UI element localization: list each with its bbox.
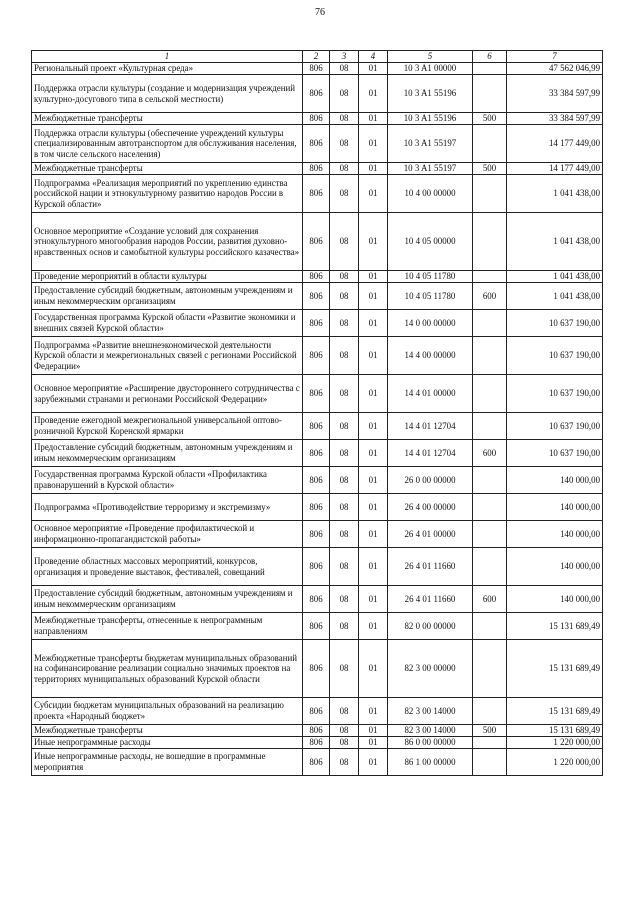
cell-pr: 01 [359, 213, 388, 271]
cell-rz: 08 [330, 737, 359, 749]
cell-pr: 01 [359, 725, 388, 737]
cell-amount: 10 637 190,00 [507, 337, 603, 375]
cell-vr [473, 698, 507, 725]
cell-name: Предоставление субсидий бюджетным, автономным учреждениям и иным некоммерческим организациям [32, 283, 303, 310]
cell-name: Субсидии бюджетам муниципальных образований на реализацию проекта «Народный бюджет» [32, 698, 303, 725]
cell-grbs: 806 [303, 113, 330, 125]
cell-grbs: 806 [303, 737, 330, 749]
column-header: 1 [32, 51, 303, 63]
table-row [32, 548, 603, 586]
cell-amount: 140 000,00 [507, 521, 603, 548]
column-header: 3 [330, 51, 359, 63]
cell-pr: 01 [359, 440, 388, 467]
cell-pr: 01 [359, 75, 388, 113]
cell-name: Государственная программа Курской области «Профилактика правонарушений в Курской области» [32, 467, 303, 494]
cell-vr: 600 [473, 283, 507, 310]
cell-pr: 01 [359, 698, 388, 725]
cell-vr [473, 337, 507, 375]
cell-grbs: 806 [303, 125, 330, 163]
table-row [32, 63, 603, 75]
cell-name: Государственная программа Курской области «Развитие экономики и внешних связей Курской области» [32, 310, 303, 337]
cell-csr: 82 3 00 00000 [388, 640, 473, 698]
cell-csr: 10 3 A1 55197 [388, 125, 473, 163]
cell-name: Основное мероприятие «Проведение профилактической и информационно-пропагандистской работы» [32, 521, 303, 548]
cell-pr: 01 [359, 413, 388, 440]
table-row [32, 494, 603, 521]
cell-amount: 47 562 046,99 [507, 63, 603, 75]
cell-vr [473, 737, 507, 749]
cell-rz: 08 [330, 413, 359, 440]
cell-pr: 01 [359, 163, 388, 175]
cell-csr: 14 4 01 12704 [388, 440, 473, 467]
cell-csr: 26 4 01 00000 [388, 521, 473, 548]
cell-csr: 14 4 01 00000 [388, 375, 473, 413]
cell-pr: 01 [359, 63, 388, 75]
cell-pr: 01 [359, 640, 388, 698]
cell-csr: 26 0 00 00000 [388, 467, 473, 494]
cell-rz: 08 [330, 175, 359, 213]
cell-rz: 08 [330, 521, 359, 548]
cell-csr: 14 4 00 00000 [388, 337, 473, 375]
cell-rz: 08 [330, 113, 359, 125]
cell-amount: 140 000,00 [507, 548, 603, 586]
table-row [32, 640, 603, 698]
table-row [32, 737, 603, 749]
cell-vr: 500 [473, 725, 507, 737]
cell-amount: 15 131 689,49 [507, 640, 603, 698]
cell-rz: 08 [330, 467, 359, 494]
cell-name: Межбюджетные трансферты, отнесенные к непрограммным направлениям [32, 613, 303, 640]
cell-grbs: 806 [303, 467, 330, 494]
cell-grbs: 806 [303, 375, 330, 413]
cell-csr: 86 1 00 00000 [388, 749, 473, 776]
cell-csr: 26 4 00 00000 [388, 494, 473, 521]
column-header: 7 [507, 51, 603, 63]
cell-pr: 01 [359, 125, 388, 163]
cell-name: Предоставление субсидий бюджетным, автономным учреждениям и иным некоммерческим организациям [32, 586, 303, 613]
cell-vr [473, 548, 507, 586]
cell-vr [473, 75, 507, 113]
cell-pr: 01 [359, 375, 388, 413]
cell-csr: 14 4 01 12704 [388, 413, 473, 440]
table-row [32, 283, 603, 310]
cell-pr: 01 [359, 494, 388, 521]
cell-amount: 14 177 449,00 [507, 125, 603, 163]
cell-pr: 01 [359, 613, 388, 640]
cell-amount: 1 041 438,00 [507, 283, 603, 310]
cell-name: Межбюджетные трансферты [32, 163, 303, 175]
cell-amount: 14 177 449,00 [507, 163, 603, 175]
table-row [32, 440, 603, 467]
cell-rz: 08 [330, 163, 359, 175]
table-row [32, 310, 603, 337]
cell-vr [473, 310, 507, 337]
cell-grbs: 806 [303, 613, 330, 640]
cell-pr: 01 [359, 467, 388, 494]
cell-pr: 01 [359, 175, 388, 213]
cell-amount: 1 041 438,00 [507, 213, 603, 271]
cell-rz: 08 [330, 271, 359, 283]
cell-pr: 01 [359, 310, 388, 337]
cell-grbs: 806 [303, 163, 330, 175]
cell-vr [473, 125, 507, 163]
cell-name: Подпрограмма «Реализация мероприятий по укреплению единства российской нации и этнокультурному развитию народов России в Курской области» [32, 175, 303, 213]
cell-vr [473, 749, 507, 776]
cell-name: Иные непрограммные расходы [32, 737, 303, 749]
table-row [32, 175, 603, 213]
cell-name: Предоставление субсидий бюджетным, автономным учреждениям и иным некоммерческим организациям [32, 440, 303, 467]
cell-name: Региональный проект «Культурная среда» [32, 63, 303, 75]
table-row [32, 113, 603, 125]
cell-pr: 01 [359, 283, 388, 310]
cell-rz: 08 [330, 337, 359, 375]
cell-csr: 82 3 00 14000 [388, 698, 473, 725]
cell-pr: 01 [359, 337, 388, 375]
cell-csr: 86 0 00 00000 [388, 737, 473, 749]
cell-grbs: 806 [303, 63, 330, 75]
cell-amount: 10 637 190,00 [507, 413, 603, 440]
cell-name: Межбюджетные трансферты бюджетам муниципальных образований на софинансирование реализации социально значимых проектов на территориях муниципальных образований Курской области [32, 640, 303, 698]
cell-rz: 08 [330, 749, 359, 776]
cell-csr: 10 4 00 00000 [388, 175, 473, 213]
cell-csr: 10 3 A1 55197 [388, 163, 473, 175]
cell-grbs: 806 [303, 75, 330, 113]
cell-vr [473, 63, 507, 75]
cell-amount: 140 000,00 [507, 586, 603, 613]
cell-amount: 10 637 190,00 [507, 440, 603, 467]
cell-amount: 140 000,00 [507, 467, 603, 494]
cell-csr: 10 4 05 11780 [388, 283, 473, 310]
cell-amount: 1 220 000,00 [507, 749, 603, 776]
cell-csr: 26 4 01 11660 [388, 586, 473, 613]
cell-pr: 01 [359, 586, 388, 613]
table-row [32, 125, 603, 163]
cell-name: Иные непрограммные расходы, не вошедшие в программные мероприятия [32, 749, 303, 776]
cell-name: Основное мероприятие «Создание условий для сохранения этнокультурного многообразия народов России, развития духовно-нравственных основ и самобытной культуры российского казачества» [32, 213, 303, 271]
cell-rz: 08 [330, 375, 359, 413]
cell-rz: 08 [330, 75, 359, 113]
table-row [32, 521, 603, 548]
cell-name: Поддержка отрасли культуры (создание и модернизация учреждений культурно-досугового типа в сельской местности) [32, 75, 303, 113]
table-row [32, 749, 603, 776]
table-row [32, 613, 603, 640]
cell-rz: 08 [330, 725, 359, 737]
cell-amount: 1 220 000,00 [507, 737, 603, 749]
header-row [32, 51, 603, 63]
cell-vr [473, 413, 507, 440]
cell-vr: 600 [473, 440, 507, 467]
cell-vr [473, 640, 507, 698]
cell-vr [473, 494, 507, 521]
cell-grbs: 806 [303, 283, 330, 310]
cell-name: Межбюджетные трансферты [32, 113, 303, 125]
cell-amount: 33 384 597,99 [507, 113, 603, 125]
table-row [32, 725, 603, 737]
cell-rz: 08 [330, 640, 359, 698]
cell-csr: 10 3 A1 55196 [388, 113, 473, 125]
cell-csr: 26 4 01 11660 [388, 548, 473, 586]
cell-grbs: 806 [303, 271, 330, 283]
column-header: 2 [303, 51, 330, 63]
cell-grbs: 806 [303, 725, 330, 737]
column-header: 5 [388, 51, 473, 63]
cell-vr [473, 271, 507, 283]
cell-rz: 08 [330, 310, 359, 337]
cell-vr [473, 521, 507, 548]
cell-amount: 140 000,00 [507, 494, 603, 521]
cell-grbs: 806 [303, 213, 330, 271]
cell-amount: 15 131 689,49 [507, 698, 603, 725]
cell-name: Подпрограмма «Противодействие терроризму и экстремизму» [32, 494, 303, 521]
cell-name: Проведение мероприятий в области культуры [32, 271, 303, 283]
table-row [32, 413, 603, 440]
cell-csr: 14 0 00 00000 [388, 310, 473, 337]
cell-amount: 33 384 597,99 [507, 75, 603, 113]
cell-pr: 01 [359, 548, 388, 586]
table-row [32, 467, 603, 494]
cell-vr [473, 375, 507, 413]
table-row [32, 375, 603, 413]
cell-vr: 500 [473, 163, 507, 175]
cell-amount: 10 637 190,00 [507, 310, 603, 337]
cell-rz: 08 [330, 586, 359, 613]
cell-rz: 08 [330, 213, 359, 271]
cell-grbs: 806 [303, 440, 330, 467]
cell-vr: 500 [473, 113, 507, 125]
cell-amount: 10 637 190,00 [507, 375, 603, 413]
table-row [32, 698, 603, 725]
cell-name: Проведение областных массовых мероприятий, конкурсов, организация и проведение выставок, фестивалей, совещаний [32, 548, 303, 586]
table-row [32, 337, 603, 375]
cell-grbs: 806 [303, 521, 330, 548]
table-row [32, 163, 603, 175]
cell-csr: 82 3 00 14000 [388, 725, 473, 737]
cell-vr [473, 175, 507, 213]
cell-csr: 10 4 05 11780 [388, 271, 473, 283]
cell-amount: 15 131 689,49 [507, 613, 603, 640]
cell-rz: 08 [330, 548, 359, 586]
cell-grbs: 806 [303, 586, 330, 613]
cell-grbs: 806 [303, 749, 330, 776]
cell-grbs: 806 [303, 310, 330, 337]
cell-vr [473, 613, 507, 640]
cell-pr: 01 [359, 749, 388, 776]
cell-grbs: 806 [303, 413, 330, 440]
table-row [32, 586, 603, 613]
cell-amount: 15 131 689,49 [507, 725, 603, 737]
cell-csr: 10 3 A1 00000 [388, 63, 473, 75]
cell-grbs: 806 [303, 698, 330, 725]
cell-vr: 600 [473, 586, 507, 613]
cell-rz: 08 [330, 125, 359, 163]
cell-pr: 01 [359, 113, 388, 125]
cell-grbs: 806 [303, 640, 330, 698]
cell-rz: 08 [330, 63, 359, 75]
cell-rz: 08 [330, 613, 359, 640]
column-header: 4 [359, 51, 388, 63]
cell-csr: 10 4 05 00000 [388, 213, 473, 271]
cell-name: Поддержка отрасли культуры (обеспечение учреждений культуры специализированным автотранспортом для обслуживания населения, в том числе сельского населения) [32, 125, 303, 163]
cell-rz: 08 [330, 283, 359, 310]
cell-name: Проведение ежегодной межрегиональной универсальной оптово-розничной Курской Коренской ярмарки [32, 413, 303, 440]
cell-grbs: 806 [303, 175, 330, 213]
table-row [32, 213, 603, 271]
cell-pr: 01 [359, 521, 388, 548]
cell-grbs: 806 [303, 337, 330, 375]
cell-name: Подпрограмма «Развитие внешнеэкономической деятельности Курской области и межрегиональных связей с регионами Российской Федерации» [32, 337, 303, 375]
cell-csr: 10 3 A1 55196 [388, 75, 473, 113]
cell-rz: 08 [330, 440, 359, 467]
cell-pr: 01 [359, 737, 388, 749]
cell-pr: 01 [359, 271, 388, 283]
cell-vr [473, 213, 507, 271]
cell-rz: 08 [330, 698, 359, 725]
table-row [32, 271, 603, 283]
column-header: 6 [473, 51, 507, 63]
cell-grbs: 806 [303, 494, 330, 521]
budget-table [31, 50, 603, 776]
cell-grbs: 806 [303, 548, 330, 586]
cell-csr: 82 0 00 00000 [388, 613, 473, 640]
cell-name: Основное мероприятие «Расширение двустороннего сотрудничества с зарубежными странами и регионами Российской Федерации» [32, 375, 303, 413]
cell-vr [473, 467, 507, 494]
table-row [32, 75, 603, 113]
cell-rz: 08 [330, 494, 359, 521]
cell-amount: 1 041 438,00 [507, 271, 603, 283]
page-number: 76 [315, 7, 325, 18]
cell-amount: 1 041 438,00 [507, 175, 603, 213]
cell-name: Межбюджетные трансферты [32, 725, 303, 737]
